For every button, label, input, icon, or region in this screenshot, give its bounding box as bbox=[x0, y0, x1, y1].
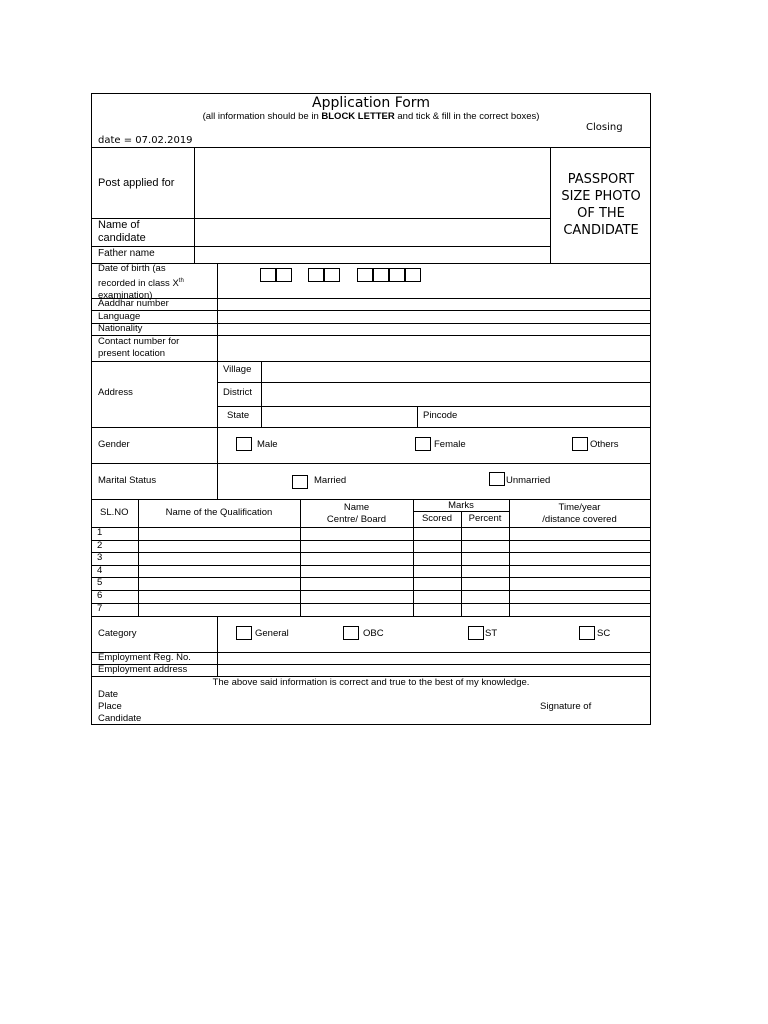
table-row-5: 5 bbox=[97, 577, 103, 588]
divider bbox=[217, 361, 218, 427]
col-centre-line-2: Centre/ Board bbox=[326, 514, 387, 525]
post-applied-label: Post applied for bbox=[98, 177, 175, 189]
col-time bbox=[509, 502, 650, 526]
divider bbox=[92, 463, 650, 464]
table-row-6: 6 bbox=[97, 590, 103, 601]
gender-male-checkbox[interactable] bbox=[236, 437, 252, 451]
table-row-4: 4 bbox=[97, 565, 103, 576]
date-label: date = 07.02.2019 bbox=[98, 135, 193, 146]
instruction-prefix: (all information should be in bbox=[202, 111, 322, 122]
col-slno: SL.NO bbox=[100, 507, 129, 518]
footer-place-label: Place bbox=[98, 701, 122, 712]
category-st-checkbox[interactable] bbox=[468, 626, 484, 640]
col-marks: Marks bbox=[448, 500, 474, 511]
divider bbox=[92, 565, 650, 566]
dob-label bbox=[98, 263, 184, 302]
contact-line-2: present location bbox=[98, 348, 166, 359]
dob-line-2-text: recorded in class X bbox=[98, 278, 179, 290]
passport-photo-box: PASSPORT SIZE PHOTO OF THE CANDIDATE bbox=[561, 172, 641, 238]
divider bbox=[92, 616, 650, 617]
col-qualification: Name of the Qualification bbox=[165, 507, 273, 518]
contact-field[interactable] bbox=[218, 336, 650, 361]
table-row-3: 3 bbox=[97, 552, 103, 563]
instruction-bold: BLOCK LETTER bbox=[321, 111, 395, 122]
state-field[interactable] bbox=[262, 407, 417, 427]
nationality-field[interactable] bbox=[218, 324, 650, 335]
dob-month-box-2[interactable] bbox=[324, 268, 340, 282]
col-scored: Scored bbox=[421, 513, 453, 524]
divider bbox=[92, 577, 650, 578]
divider bbox=[550, 147, 551, 263]
dob-year-box-4[interactable] bbox=[405, 268, 421, 282]
marital-label: Marital Status bbox=[98, 475, 157, 486]
divider bbox=[92, 427, 650, 428]
dob-line-1: Date of birth (as bbox=[98, 263, 166, 274]
address-label: Address bbox=[98, 387, 133, 398]
signature-label: Signature of bbox=[540, 701, 592, 712]
marital-unmarried-checkbox[interactable] bbox=[489, 472, 505, 486]
employment-address-label: Employment address bbox=[98, 664, 188, 675]
application-form bbox=[91, 93, 651, 725]
father-name-label: Father name bbox=[98, 248, 155, 259]
footer-candidate-label: Candidate bbox=[98, 713, 142, 724]
marital-married-label: Married bbox=[314, 475, 347, 486]
candidate-name-field[interactable] bbox=[195, 219, 549, 246]
table-row-1: 1 bbox=[97, 527, 103, 538]
marital-married-checkbox[interactable] bbox=[292, 475, 308, 489]
district-label: District bbox=[223, 387, 253, 398]
gender-male-label: Male bbox=[257, 439, 278, 450]
divider bbox=[92, 527, 650, 528]
footer-date-label: Date bbox=[98, 689, 119, 700]
category-label: Category bbox=[98, 628, 137, 639]
language-label: Language bbox=[98, 311, 141, 322]
divider bbox=[92, 499, 650, 500]
dob-year-box-3[interactable] bbox=[389, 268, 405, 282]
contact-line-1: Contact number for bbox=[98, 336, 180, 347]
pincode-field[interactable] bbox=[467, 407, 650, 427]
divider bbox=[92, 603, 650, 604]
closing-label: Closing bbox=[586, 122, 623, 133]
aadhar-field[interactable] bbox=[218, 299, 650, 310]
village-field[interactable] bbox=[262, 362, 650, 382]
form-instruction bbox=[92, 111, 650, 123]
category-general-label: General bbox=[255, 628, 289, 639]
col-time-line-1: Time/year bbox=[558, 502, 601, 513]
candidate-name-label: Name of candidate bbox=[98, 219, 146, 244]
divider bbox=[417, 406, 418, 427]
dob-year-box-1[interactable] bbox=[357, 268, 373, 282]
district-field[interactable] bbox=[262, 383, 650, 406]
col-centre bbox=[300, 502, 413, 526]
dob-year-box-2[interactable] bbox=[373, 268, 389, 282]
employment-reg-field[interactable] bbox=[218, 653, 650, 664]
gender-label: Gender bbox=[98, 439, 130, 450]
category-sc-checkbox[interactable] bbox=[579, 626, 595, 640]
aadhar-label: Aaddhar number bbox=[98, 298, 169, 309]
divider bbox=[92, 590, 650, 591]
category-obc-label: OBC bbox=[363, 628, 384, 639]
gender-others-label: Others bbox=[590, 439, 619, 450]
table-row-7: 7 bbox=[97, 603, 103, 614]
employment-reg-label: Employment Reg. No. bbox=[98, 652, 191, 663]
category-sc-label: SC bbox=[597, 628, 611, 639]
dob-sup: th bbox=[178, 278, 184, 284]
declaration-text: The above said information is correct and true to the best of my knowledge. bbox=[212, 677, 530, 688]
table-row-2: 2 bbox=[97, 540, 103, 551]
state-label: State bbox=[227, 410, 250, 421]
gender-others-checkbox[interactable] bbox=[572, 437, 588, 451]
category-general-checkbox[interactable] bbox=[236, 626, 252, 640]
post-applied-field[interactable] bbox=[195, 148, 549, 218]
divider bbox=[92, 552, 650, 553]
marital-unmarried-label: Unmarried bbox=[506, 475, 551, 486]
employment-address-field[interactable] bbox=[218, 665, 650, 676]
contact-label bbox=[98, 336, 179, 360]
pincode-label: Pincode bbox=[423, 410, 458, 421]
col-time-line-2: /distance covered bbox=[542, 514, 617, 525]
col-centre-line-1: Name bbox=[343, 502, 370, 513]
father-name-field[interactable] bbox=[195, 247, 549, 263]
instruction-suffix: and tick & fill in the correct boxes) bbox=[394, 111, 540, 122]
category-st-label: ST bbox=[485, 628, 498, 639]
language-field[interactable] bbox=[218, 311, 650, 323]
gender-female-label: Female bbox=[434, 439, 466, 450]
gender-female-checkbox[interactable] bbox=[415, 437, 431, 451]
village-label: Village bbox=[223, 364, 252, 375]
form-title: Application Form bbox=[312, 95, 430, 111]
dob-line-3: examination) bbox=[98, 290, 153, 302]
col-percent: Percent bbox=[468, 513, 502, 524]
dob-day-box-1[interactable] bbox=[260, 268, 276, 282]
dob-line-2 bbox=[98, 275, 184, 290]
dob-day-box-2[interactable] bbox=[276, 268, 292, 282]
nationality-label: Nationality bbox=[98, 323, 143, 334]
category-obc-checkbox[interactable] bbox=[343, 626, 359, 640]
divider bbox=[92, 540, 650, 541]
dob-month-box-1[interactable] bbox=[308, 268, 324, 282]
